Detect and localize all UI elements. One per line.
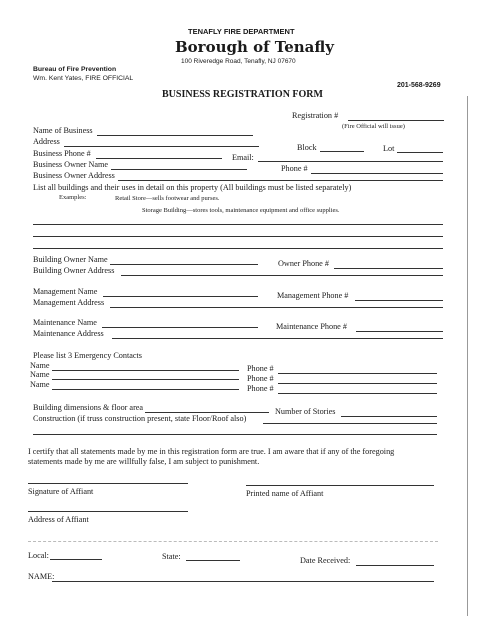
local-label: Local: — [28, 551, 49, 560]
registration-label: Registration # — [292, 111, 339, 120]
contact-phone-field-2[interactable] — [278, 383, 437, 384]
fire-official: Wm. Kent Yates, FIRE OFFICIAL — [33, 75, 134, 82]
building-list-line-2[interactable] — [33, 236, 443, 237]
management-phone-field[interactable] — [355, 300, 443, 301]
address-affiant-field[interactable] — [28, 511, 188, 512]
block-label: Block — [297, 143, 317, 152]
printed-name-label: Printed name of Affiant — [246, 489, 324, 498]
address-label: Address — [33, 137, 60, 146]
contact-phone-label-2: Phone # — [247, 374, 274, 383]
registration-field[interactable] — [348, 120, 444, 121]
email-label: Email: — [232, 153, 254, 162]
emergency-contacts-heading: Please list 3 Emergency Contacts — [33, 351, 142, 360]
contact-name-label-1: Name — [30, 361, 50, 370]
construction-label: Construction (if truss construction present, state Floor/Roof also) — [33, 414, 247, 423]
management-address-field[interactable] — [110, 307, 443, 308]
borough-name: Borough of Tenafly — [175, 38, 335, 56]
contact-name-field-2[interactable] — [52, 379, 239, 380]
local-field[interactable] — [50, 559, 102, 560]
building-dimensions-label: Building dimensions & floor area — [33, 403, 144, 412]
contact-phone-label-3: Phone # — [247, 384, 274, 393]
business-owner-address-field[interactable] — [118, 180, 443, 181]
certification-line-1: I certify that all statements made by me in this registration form are true. I am aware that if any of the foregoing — [28, 447, 395, 456]
number-of-stories-label: Number of Stories — [275, 407, 336, 416]
department-phone: 201-568-9269 — [397, 82, 441, 89]
building-owner-address-field[interactable] — [121, 275, 443, 276]
contact-name-label-2: Name — [30, 370, 50, 379]
form-title: BUSINESS REGISTRATION FORM — [162, 89, 323, 100]
phone-field[interactable] — [311, 173, 443, 174]
building-list-line-1[interactable] — [33, 224, 443, 225]
business-owner-name-label: Business Owner Name — [33, 160, 109, 169]
registration-note: (Fire Official will issue) — [342, 123, 405, 130]
building-owner-name-label: Building Owner Name — [33, 255, 108, 264]
address-affiant-label: Address of Affiant — [28, 515, 89, 524]
list-buildings-instruction: List all buildings and their uses in detail on this property (All buildings must be listed separately) — [33, 183, 352, 192]
maintenance-name-field[interactable] — [102, 327, 258, 328]
lot-label: Lot — [383, 144, 395, 153]
printed-name-field[interactable] — [246, 485, 434, 486]
maintenance-name-label: Maintenance Name — [33, 318, 97, 327]
construction-field-2[interactable] — [33, 434, 437, 435]
contact-name-field-1[interactable] — [52, 370, 239, 371]
building-list-line-3[interactable] — [33, 248, 443, 249]
business-phone-label: Business Phone # — [33, 149, 91, 158]
business-owner-name-field[interactable] — [111, 169, 247, 170]
example-retail: Retail Store—sells footwear and purses. — [115, 195, 220, 202]
building-dimensions-field[interactable] — [145, 412, 269, 413]
maintenance-address-label: Maintenance Address — [33, 329, 104, 338]
contact-name-field-3[interactable] — [52, 389, 239, 390]
building-owner-address-label: Building Owner Address — [33, 266, 115, 275]
number-of-stories-field[interactable] — [341, 416, 437, 417]
contact-phone-label-1: Phone # — [247, 364, 274, 373]
examples-label: Examples: — [59, 194, 87, 201]
name-footer-label: NAME: — [28, 572, 55, 581]
department-name: TENAFLY FIRE DEPARTMENT — [188, 27, 295, 36]
state-label: State: — [162, 552, 181, 561]
lot-field[interactable] — [397, 152, 443, 153]
name-of-business-label: Name of Business — [33, 126, 93, 135]
scan-edge — [467, 96, 468, 616]
certification-line-2: statements made by me are willfully false, I am subject to punishment. — [28, 457, 260, 466]
state-field[interactable] — [186, 560, 240, 561]
building-owner-name-field[interactable] — [110, 264, 258, 265]
maintenance-phone-field[interactable] — [356, 331, 443, 332]
bureau-name: Bureau of Fire Prevention — [33, 66, 117, 73]
business-phone-field[interactable] — [96, 158, 222, 159]
office-use-divider — [28, 541, 438, 542]
business-owner-address-label: Business Owner Address — [33, 171, 115, 180]
management-name-label: Management Name — [33, 287, 98, 296]
name-footer-field[interactable] — [52, 581, 434, 582]
contact-phone-field-3[interactable] — [278, 393, 437, 394]
date-received-field[interactable] — [356, 565, 434, 566]
management-name-field[interactable] — [103, 296, 258, 297]
department-address: 100 Riveredge Road, Tenafly, NJ 07670 — [181, 58, 296, 65]
signature-label: Signature of Affiant — [28, 487, 94, 496]
management-phone-label: Management Phone # — [277, 291, 349, 300]
owner-phone-field[interactable] — [334, 268, 443, 269]
management-address-label: Management Address — [33, 298, 105, 307]
contact-name-label-3: Name — [30, 380, 50, 389]
email-field[interactable] — [258, 161, 443, 162]
signature-field[interactable] — [28, 483, 188, 484]
owner-phone-label: Owner Phone # — [278, 259, 329, 268]
construction-field[interactable] — [263, 423, 437, 424]
example-storage: Storage Building—stores tools, maintenance equipment and office supplies. — [142, 207, 340, 214]
contact-phone-field-1[interactable] — [278, 373, 437, 374]
date-received-label: Date Received: — [300, 556, 351, 565]
block-field[interactable] — [320, 151, 364, 152]
name-of-business-field[interactable] — [97, 135, 253, 136]
phone-label: Phone # — [281, 164, 308, 173]
maintenance-phone-label: Maintenance Phone # — [276, 322, 347, 331]
address-field[interactable] — [64, 146, 259, 147]
maintenance-address-field[interactable] — [112, 338, 443, 339]
